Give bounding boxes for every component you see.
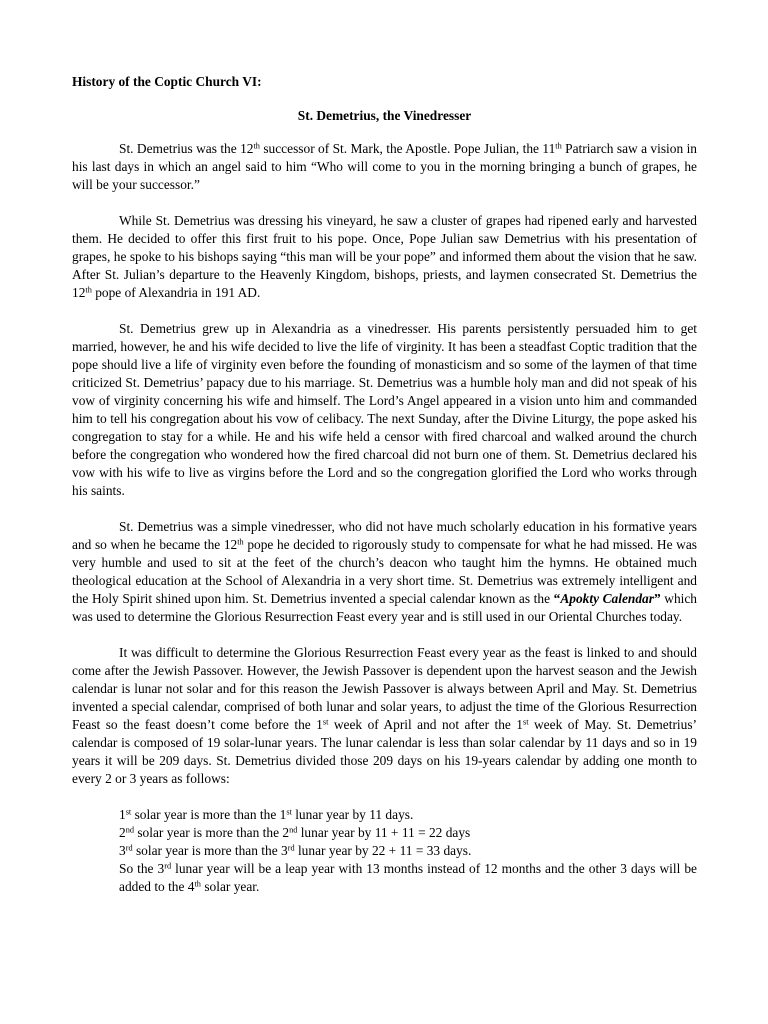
l3-sup-1: rd <box>125 843 133 853</box>
article-title: St. Demetrius, the Vinedresser <box>297 108 472 123</box>
l2-num: 2 <box>119 825 126 840</box>
p5-sup-2: st <box>523 717 529 727</box>
p4-text-b: pope he decided to rigorously study to compensate for what he had missed. He was very humble and used to sit at the feet of the church’s deacon who taught him the hymns. He obtained much theological education at the School of Alexandria in a very short time. St. Demetrius was extremely intelligent and the Holy Spirit shined upon him. St. Demetrius invented a special calendar known as the <box>72 537 697 606</box>
paragraph-4 <box>72 518 697 626</box>
p5-sup-1: st <box>322 717 329 727</box>
p2-text-a: While St. Demetrius was dressing his vineyard, he saw a cluster of grapes had ripened early and harvested them. He decided to offer this first fruit to his pope. Once, Pope Julian saw Demetrius with his presentation of grapes, he spoke to his bishops saying “this man will be your pope” and informed them about the vision that he saw. After St. Julian’s departure to the Heavenly Kingdom, bishops, priests, and laymen consecrated St. Demetrius the 12 <box>72 213 697 300</box>
p4-sup-1: th <box>237 537 244 547</box>
p1-sup-1: th <box>253 141 260 151</box>
paragraph-3: St. Demetrius grew up in Alexandria as a vinedresser. His parents persistently persuaded him to get married, however, he and his wife decided to live the life of virginity. It has been a steadfast Coptic tradition that the pope should live a life of virginity even before the founding of monasticism and so some of the laymen of that time criticized St. Demetrius’ papacy due to his marriage. St. Demetrius was a humble holy man and did not speak of his vow of virginity concerning his wife and himself. The Lord’s Angel appeared in a vision unto him and commanded him to tell his congregation about his vow of celibacy. The next Sunday, after the Divine Liturgy, the pope asked his congregation to stay for a while. He and his wife held a censor with fired charcoal and walked around the church before the congregation who wondered how the fired charcoal did not burn one of them. St. Demetrius declared his vow with his wife to live as virgins before the Lord and so the congregation glorified the Lord who works through his saints. <box>72 321 697 498</box>
document-title: History of the Coptic Church VI: <box>72 74 262 89</box>
l3-sup-2: rd <box>287 843 295 853</box>
l1-text-b: lunar year by 11 days. <box>291 807 414 822</box>
p5-text-b: week of April and not after the 1 <box>328 717 524 732</box>
l1-sup-1: st <box>125 807 132 817</box>
p4-quote-close: ” <box>653 591 661 606</box>
p1-text-a: St. Demetrius was the 12 <box>119 141 254 156</box>
l2-sup-2: nd <box>289 825 298 835</box>
l3-text-b: lunar year by 22 + 11 = 33 days. <box>294 843 472 858</box>
apokty-calendar-term: Apokty Calendar <box>560 591 654 606</box>
p1-text-b: successor of St. Mark, the Apostle. Pope Julian, the 11 <box>259 141 556 156</box>
p5-text-c: week of May. St. Demetrius’ calendar is composed of 19 solar-lunar years. The lunar calendar is less than solar calendar by 11 days and so in 19 years it will be 209 days. St. Demetrius divided those 209 days on his 19-years calendar by adding one month to every 2 or 3 years as follows: <box>72 717 698 786</box>
l1-num: 1 <box>119 807 126 822</box>
list-item <box>119 842 697 860</box>
l4-text-b: lunar year will be a leap year with 13 months instead of 12 months and the other 3 days will be added to the 4 <box>119 861 697 894</box>
paragraph-5 <box>72 644 697 788</box>
l4-sup-1: rd <box>164 861 172 871</box>
p2-text-b: pope of Alexandria in 191 AD. <box>91 285 261 300</box>
p2-sup-1: th <box>85 285 92 295</box>
p4-quote-open: “ <box>553 591 561 606</box>
l1-text-a: solar year is more than the 1 <box>131 807 287 822</box>
list-item <box>119 806 697 824</box>
p4-text-a: St. Demetrius was a simple vinedresser, who did not have much scholarly education in his formative years and so when he became the 12 <box>72 519 697 552</box>
l2-text-b: lunar year by 11 + 11 = 22 days <box>297 825 471 840</box>
paragraph-1 <box>72 140 697 194</box>
l4-sup-2: th <box>194 879 201 889</box>
calendar-list <box>119 806 697 896</box>
list-item <box>119 860 697 896</box>
p1-text-c: Patriarch saw a vision in his last days in which an angel said to him “Who will come to you in the morning bringing a bunch of grapes, he will be your successor.” <box>72 141 697 192</box>
paragraph-2 <box>72 212 697 302</box>
l4-text-c: solar year. <box>200 879 260 894</box>
p1-sup-2: th <box>555 141 562 151</box>
p5-text-a: It was difficult to determine the Glorious Resurrection Feast every year as the feast is linked to and should come after the Jewish Passover. However, the Jewish Passover is dependent upon the harvest season and the Jewish calendar is lunar not solar and for this reason the Jewish Passover is always between April and May. St. Demetrius invented a special calendar, comprised of both lunar and solar years, to adjust the time of the Glorious Resurrection Feast so the feast doesn’t come before the 1 <box>72 645 697 732</box>
l1-sup-2: st <box>286 807 292 817</box>
list-item <box>119 824 697 842</box>
l2-text-a: solar year is more than the 2 <box>134 825 290 840</box>
p4-text-c: which was used to determine the Glorious Resurrection Feast every year and is still used in our Oriental Churches today. <box>72 591 697 624</box>
l3-text-a: solar year is more than the 3 <box>132 843 288 858</box>
l3-num: 3 <box>119 843 126 858</box>
l4-text-a: So the 3 <box>119 861 165 876</box>
l2-sup-1: nd <box>125 825 134 835</box>
